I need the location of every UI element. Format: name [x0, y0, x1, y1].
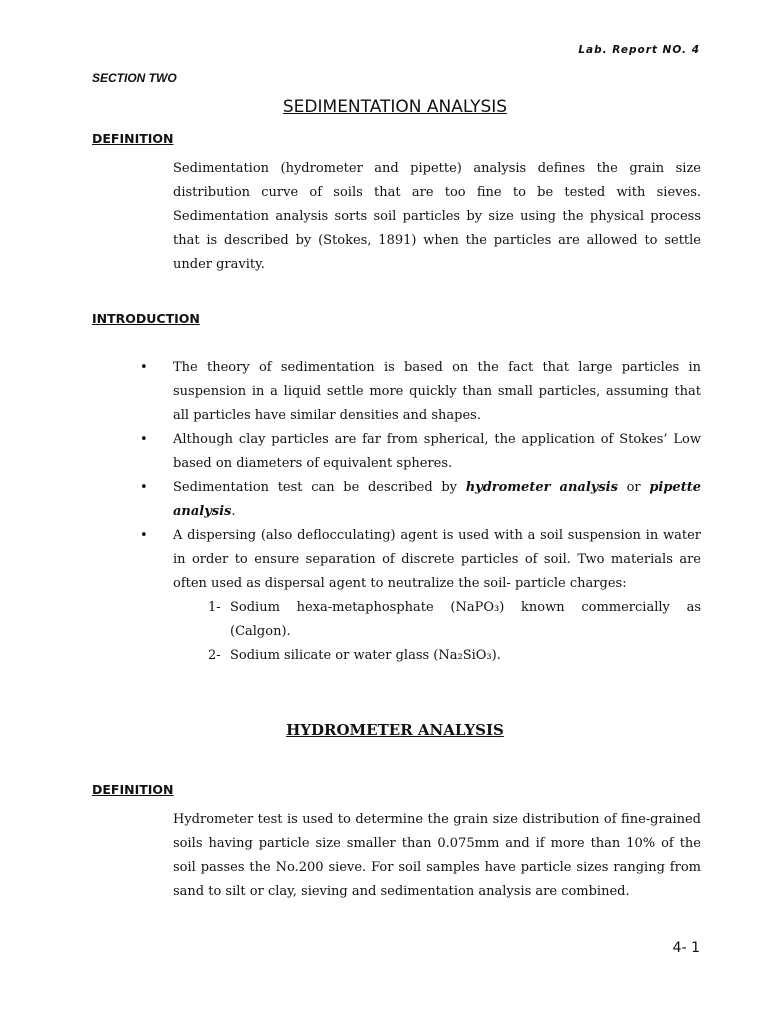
bullet-text: A dispersing (also deflocculating) agent is used with a soil suspension in water in order to ensure separation of discrete particles of soil. Two materials are often used as dispersal agent to neutralize the soil- particle charges:: [173, 528, 701, 591]
hydrometer-title: HYDROMETER ANALYSIS: [286, 721, 504, 739]
hydrometer-definition-heading: DEFINITION: [92, 782, 174, 797]
report-label: Lab. Report NO. 4: [578, 44, 700, 56]
bullet-text: The theory of sedimentation is based on the fact that large particles in suspension in a liquid settle more quickly than small particles, assuming that all particles have similar densities and shapes.: [173, 360, 701, 423]
list-item: [140, 476, 701, 524]
section-label: SECTION TWO: [92, 71, 177, 85]
list-item: [140, 356, 701, 428]
bullet-text: Although clay particles are far from spherical, the application of Stokes’ Low based on diameters of equivalent spheres.: [173, 432, 701, 471]
list-item: [173, 596, 701, 644]
term-hydrometer-analysis: hydrometer analysis: [465, 480, 618, 495]
bullet-text-pre: Sedimentation test can be described by: [173, 480, 466, 495]
definition-heading: DEFINITION: [92, 131, 174, 146]
hydrometer-definition-paragraph: Hydrometer test is used to determine the grain size distribution of fine-grained soils having particle size smaller than 0.075mm and if more than 10% of the soil passes the No.200 sieve. For soil samples have particle sizes ranging from sand to silt or clay, sieving and sedimentation analysis are combined.: [173, 812, 701, 899]
list-item: [140, 524, 701, 668]
dispersal-agent-list: [173, 596, 701, 668]
item-text: Sodium silicate or water glass (Na₂SiO₃).: [230, 648, 501, 663]
bullet-text-mid: or: [617, 480, 650, 495]
term-pipette-analysis: pipette analysis: [173, 480, 701, 519]
item-number: 1-: [208, 600, 221, 615]
list-item: [140, 428, 701, 476]
page-number: 4- 1: [672, 940, 700, 956]
item-text: Sodium hexa-metaphosphate (NaPO₃) known commercially as (Calgon).: [230, 600, 701, 639]
page-title: SEDIMENTATION ANALYSIS: [282, 97, 508, 117]
introduction-list: [140, 356, 701, 668]
item-number: 2-: [208, 648, 221, 663]
definition-paragraph: Sedimentation (hydrometer and pipette) analysis defines the grain size distribution curve of soils that are too fine to be tested with sieves. Sedimentation analysis sorts soil particles by size using the physical process that is described by (Stokes, 1891) when the particles are allowed to settle under gravity.: [173, 161, 701, 272]
introduction-heading: INTRODUCTION: [92, 311, 200, 326]
list-item: [173, 644, 701, 668]
bullet-text-post: .: [231, 504, 236, 519]
